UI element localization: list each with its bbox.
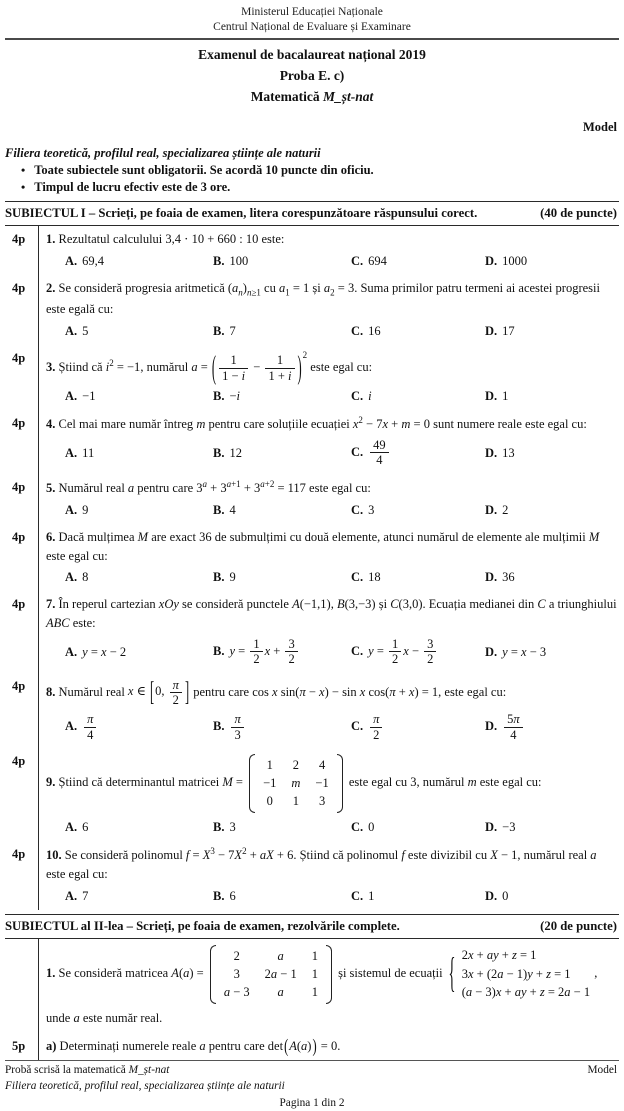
answer-option: C. i xyxy=(351,389,372,404)
answer-option: B. 12 xyxy=(213,445,242,460)
question-text: 3. Știind că $i^2 = -1$, numărul a = ( $\frac{1}{1 - i}$ − $\frac{1}{1 + i}$ )$^2$ este egal cu: xyxy=(46,349,373,386)
question-text: 6. Dacă mulțimea M are exact 36 de submulțimi cu două elemente, atunci numărul de elemente ale mulțimii M este egal cu: xyxy=(46,529,600,563)
question-content xyxy=(38,524,619,592)
footer-model-label: Model xyxy=(587,1064,617,1077)
question-text: 4. Cel mai mare număr întreg m pentru care soluțiile ecuației $x^2 - 7x + m = 0$ sunt numere reale este egal cu: xyxy=(46,415,587,432)
question-row xyxy=(5,591,619,672)
answer-options xyxy=(46,636,617,668)
question-content xyxy=(38,939,619,1032)
subject2-rows xyxy=(5,939,619,1060)
bullet-icon: • xyxy=(21,180,26,195)
answer-option: B. 9 xyxy=(213,570,236,585)
answer-options xyxy=(46,711,617,743)
subject2-points: (20 de puncte) xyxy=(540,918,617,933)
footer-filiera: Filiera teoretică, profilul real, specializarea științe ale naturii xyxy=(5,1079,285,1092)
question-text: 2. Se consideră progresia aritmetică $(a_n)_{n\ge 1}$ cu $a_1 = 1$ și $a_2 = 3$. Suma primilor patru termeni ai acestei progresii este egală cu: xyxy=(46,281,600,317)
notice-bullet-2 xyxy=(5,179,619,197)
points-label: 5p xyxy=(12,1038,26,1053)
ministry-line: Ministerul Educației Naționale xyxy=(241,6,383,18)
footer-rule xyxy=(5,1060,619,1061)
notice-text: Timpul de lucru efectiv este de 3 ore. xyxy=(34,180,231,195)
answer-option: C. y = $\frac{1}{2}$ x − $\frac{3}{2}$ xyxy=(351,636,485,668)
question-content xyxy=(38,275,619,345)
footer-exam-name: Probă scrisă la matematică M_șt-nat xyxy=(5,1064,170,1077)
points-label: 4p xyxy=(12,754,26,769)
question-content xyxy=(38,748,619,841)
notice-text: Toate subiectele sunt obligatorii. Se acordă 10 puncte din oficiu. xyxy=(34,162,374,177)
bullet-icon: • xyxy=(21,162,26,177)
answer-option: D. 0 xyxy=(485,888,509,903)
answer-option: C. 1 xyxy=(351,888,375,903)
question-row xyxy=(5,841,619,910)
answer-option: C. 3 xyxy=(351,502,375,517)
answer-option: B. 100 xyxy=(213,254,249,269)
points-label: 4p xyxy=(12,281,26,296)
question-row xyxy=(5,474,619,524)
exam-proba: Proba E. c) xyxy=(279,67,345,83)
answer-option: B. 7 xyxy=(213,323,236,338)
answer-options xyxy=(46,322,617,340)
answer-option: A. y = x − 2 xyxy=(65,644,127,659)
answer-option: C. 0 xyxy=(351,819,375,834)
answer-options xyxy=(46,818,617,836)
question-row xyxy=(5,524,619,592)
answer-option: A. 8 xyxy=(65,570,89,585)
points-label xyxy=(5,939,38,1032)
answer-option: B. y = $\frac{1}{2}$ x + $\frac{3}{2}$ xyxy=(213,636,351,668)
question-row xyxy=(5,226,619,275)
question-row xyxy=(5,673,619,749)
answer-option: B. 4 xyxy=(213,502,236,517)
subject2-title: SUBIECTUL al II-lea – Scrieți, pe foaia de examen, rezolvările complete. xyxy=(5,918,400,933)
page-footer xyxy=(5,1060,619,1111)
filiera-line: Filiera teoretică, profilul real, specializarea științe ale naturii xyxy=(5,145,321,160)
answer-option: B. 3 xyxy=(213,819,236,834)
center-line: Centrul Național de Evaluare și Examinare xyxy=(213,20,411,33)
question-text: 5. Numărul real a pentru care $3^a + 3^{a+1} + 3^{a+2} = 117$ este egal cu: xyxy=(46,478,371,495)
points-label: 4p xyxy=(12,479,26,494)
question-text: 1. Rezultatul calculului 3,4 ⋅ 10 + 660 : 10 este: xyxy=(46,232,285,247)
points-label: 4p xyxy=(12,416,26,431)
exam-subject: Matematică M_șt-nat xyxy=(250,88,374,104)
header-rule xyxy=(5,38,619,40)
answer-option: D. 13 xyxy=(485,445,515,460)
answer-option: A. 5 xyxy=(65,323,89,338)
answer-option: D. $\frac{5\pi}{4}$ xyxy=(485,711,617,743)
points-label: 4p xyxy=(12,232,26,247)
question-content xyxy=(38,673,619,749)
question-row xyxy=(5,345,619,410)
question-text: 10. Se consideră polinomul $f = X^3 - 7X^2$ + aX + 6. Știind că polinomul f este divizibil cu X − 1, numărul real a este egal cu: xyxy=(46,845,597,881)
points-label: 4p xyxy=(12,529,26,544)
points-label: 4p xyxy=(12,846,26,861)
answer-option: B. $\frac{\pi}{3}$ xyxy=(213,711,351,743)
question-text: a) Determinați numerele reale a pentru care det(A(a)) = 0. xyxy=(46,1035,341,1057)
question-row xyxy=(5,939,619,1032)
answer-options xyxy=(46,437,617,469)
answer-option: A. 69,4 xyxy=(65,254,105,269)
answer-option: A. 6 xyxy=(65,819,89,834)
question-content xyxy=(38,591,619,672)
answer-option: C. 694 xyxy=(351,254,387,269)
question-content xyxy=(38,841,619,910)
subject1-points: (40 de puncte) xyxy=(540,205,617,220)
subject1-heading xyxy=(5,201,619,226)
answer-options xyxy=(46,501,617,519)
subject1-questions xyxy=(5,226,619,909)
question-content xyxy=(38,226,619,275)
question-row xyxy=(5,1033,619,1061)
question-content xyxy=(38,1033,619,1061)
answer-option: D. y = x − 3 xyxy=(485,644,547,659)
answer-option: A. −1 xyxy=(65,389,96,404)
question-text: 9. Știind că determinantul matricei M = 1 2 4 −1 m −1 0 1 3 este egal cu 3, numărul m este egal cu: xyxy=(46,752,617,815)
points-label: 4p xyxy=(12,351,26,366)
answer-options xyxy=(46,387,617,405)
answer-option: B. −i xyxy=(213,389,241,404)
answer-option: A. $\frac{\pi}{4}$ xyxy=(65,711,213,743)
answer-option: C. 16 xyxy=(351,323,381,338)
answer-option: D. 36 xyxy=(485,570,515,585)
answer-option: D. 2 xyxy=(485,502,509,517)
question-row xyxy=(5,748,619,841)
question-content xyxy=(38,345,619,410)
subject1-title: SUBIECTUL I – Scrieți, pe foaia de examen, litera corespunzătoare răspunsului corect. xyxy=(5,205,478,220)
answer-option: C. 18 xyxy=(351,570,381,585)
question-text: 1. Se consideră matricea A(a) = 2 a 1 3 2a − 1 1 a − 3 a 1 și sistemul de ecuații { 2x + ay + z = 1 3x + (2a − 1)y + z = 1 (a − 3)x + ay + z = 2a − 1 , unde a este număr real. xyxy=(46,943,617,1027)
notice-bullet-1 xyxy=(5,162,619,180)
answer-options xyxy=(46,252,617,270)
answer-option: D. 1 xyxy=(485,389,509,404)
answer-options xyxy=(46,568,617,586)
answer-options xyxy=(46,887,617,905)
question-row xyxy=(5,410,619,474)
answer-option: A. 11 xyxy=(65,445,95,460)
question-text: 8. Numărul real x ∈ [0, $\frac{\pi}{2}$ ] pentru care cos x sin(π − x) − sin x cos(π + x) = 1, este egal cu: xyxy=(46,676,507,708)
answer-option: A. 7 xyxy=(65,888,89,903)
points-label: 4p xyxy=(12,678,26,693)
page-header xyxy=(5,5,619,136)
question-text: 7. În reperul cartezian xOy se consideră punctele A(−1,1), B(3,−3) și C(3,0). Ecuația medianei din C a triunghiului ABC este: xyxy=(46,597,617,631)
answer-option: B. 6 xyxy=(213,888,236,903)
question-row xyxy=(5,275,619,345)
question-content xyxy=(38,474,619,524)
question-content xyxy=(38,410,619,474)
answer-option: C. $\frac{\pi}{2}$ xyxy=(351,711,485,743)
answer-option: C. $\frac{49}{4}$ xyxy=(351,437,485,469)
points-label: 4p xyxy=(12,597,26,612)
subject2-heading xyxy=(5,914,619,939)
model-label: Model xyxy=(582,119,617,134)
answer-option: D. −3 xyxy=(485,819,516,834)
page-number: Pagina 1 din 2 xyxy=(279,1096,345,1109)
answer-option: D. 17 xyxy=(485,323,515,338)
exam-title: Examenul de bacalaureat național 2019 xyxy=(198,46,426,62)
answer-option: A. 9 xyxy=(65,502,89,517)
answer-option: D. 1000 xyxy=(485,254,528,269)
